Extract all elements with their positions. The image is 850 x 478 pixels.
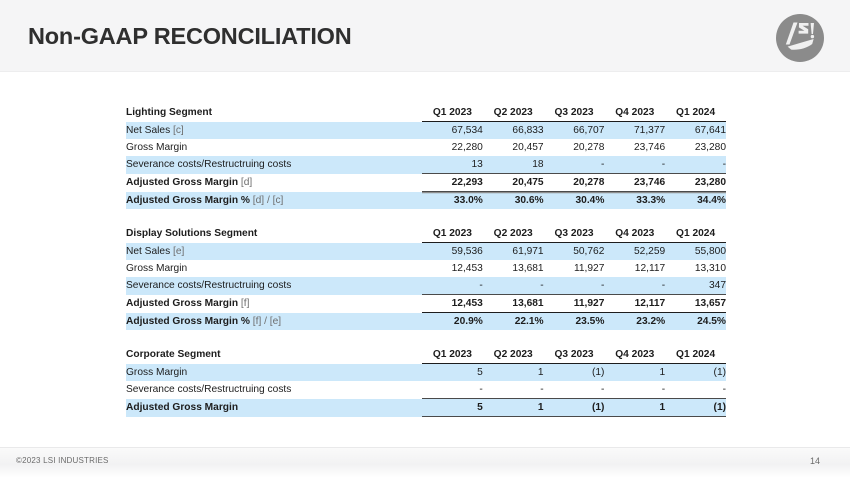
cell-value: 20.9% (422, 313, 483, 331)
column-header-q1-2024: Q1 2024 (665, 104, 726, 122)
row-ref: [c] (170, 124, 184, 136)
table-row (126, 122, 726, 140)
cell-value: (1) (665, 364, 726, 382)
cell-value: 20,475 (483, 174, 544, 192)
column-header-q2-2023: Q2 2023 (483, 346, 544, 364)
cell-value: 71,377 (604, 122, 665, 140)
cell-value: - (544, 277, 605, 295)
cell-value: 12,117 (604, 260, 665, 277)
reconciliation-tables (126, 104, 726, 417)
cell-value: 13,657 (665, 295, 726, 313)
cell-value: - (544, 156, 605, 174)
cell-value: - (422, 381, 483, 399)
cell-value: 23,280 (665, 139, 726, 156)
table-row (126, 243, 726, 261)
row-label: Severance costs/Restructruing costs (126, 381, 422, 399)
column-header-q1-2024: Q1 2024 (665, 225, 726, 243)
row-label: Gross Margin (126, 364, 422, 382)
cell-value: 50,762 (544, 243, 605, 261)
cell-value: 30.4% (544, 192, 605, 210)
cell-value: 52,259 (604, 243, 665, 261)
cell-value: 23,746 (604, 139, 665, 156)
lsi-industries-logo-icon (775, 13, 825, 63)
column-header-q3-2023: Q3 2023 (544, 346, 605, 364)
column-header-q4-2023: Q4 2023 (604, 346, 665, 364)
cell-value: 20,278 (544, 174, 605, 192)
row-ref: [f] / [e] (249, 315, 282, 327)
row-label: Adjusted Gross Margin % [f] / [e] (126, 313, 422, 331)
column-header-q1-2023: Q1 2023 (422, 346, 483, 364)
cell-value: 66,707 (544, 122, 605, 140)
cell-value: 12,453 (422, 260, 483, 277)
cell-value: - (604, 277, 665, 295)
row-label: Adjusted Gross Margin [d] (126, 174, 422, 192)
row-ref: [d] / [c] (249, 194, 284, 206)
table-row (126, 260, 726, 277)
cell-value: 1 (604, 364, 665, 382)
cell-value: 13,681 (483, 260, 544, 277)
column-header-q4-2023: Q4 2023 (604, 225, 665, 243)
table-row (126, 156, 726, 174)
table-corporate-segment (126, 346, 726, 417)
cell-value: - (544, 381, 605, 399)
copyright-text: ©2023 LSI INDUSTRIES (16, 456, 109, 465)
cell-value: 1 (483, 364, 544, 382)
table-row (126, 399, 726, 417)
cell-value: - (665, 156, 726, 174)
cell-value: 13,681 (483, 295, 544, 313)
cell-value: 67,641 (665, 122, 726, 140)
cell-value: (1) (544, 364, 605, 382)
slide-footer-band (0, 447, 850, 478)
page-number: 14 (810, 456, 821, 466)
cell-value: 22,280 (422, 139, 483, 156)
cell-value: - (604, 381, 665, 399)
row-label: Gross Margin (126, 139, 422, 156)
table-row (126, 381, 726, 399)
cell-value: 23,746 (604, 174, 665, 192)
row-ref: [f] (238, 298, 250, 309)
table-display-solutions-segment (126, 225, 726, 330)
cell-value: 1 (604, 399, 665, 417)
table-spacer (126, 330, 726, 346)
row-label: Adjusted Gross Margin [f] (126, 295, 422, 313)
cell-value: 5 (422, 399, 483, 417)
cell-value: 23.2% (604, 313, 665, 331)
segment-title: Corporate Segment (126, 346, 422, 364)
row-label: Severance costs/Restructruing costs (126, 156, 422, 174)
cell-value: 34.4% (665, 192, 726, 210)
cell-value: (1) (665, 399, 726, 417)
cell-value: 13,310 (665, 260, 726, 277)
table-header-row (126, 346, 726, 364)
cell-value: 20,457 (483, 139, 544, 156)
row-label: Adjusted Gross Margin % [d] / [c] (126, 192, 422, 210)
cell-value: - (422, 277, 483, 295)
cell-value: 1 (483, 399, 544, 417)
table-row (126, 364, 726, 382)
column-header-q1-2023: Q1 2023 (422, 104, 483, 122)
cell-value: 23,280 (665, 174, 726, 192)
cell-value: 33.3% (604, 192, 665, 210)
page-title: Non-GAAP RECONCILIATION (28, 23, 352, 49)
segment-title: Lighting Segment (126, 104, 422, 122)
table-spacer (126, 209, 726, 225)
column-header-q2-2023: Q2 2023 (483, 225, 544, 243)
table-lighting-segment (126, 104, 726, 209)
cell-value: - (604, 156, 665, 174)
cell-value: (1) (544, 399, 605, 417)
column-header-q2-2023: Q2 2023 (483, 104, 544, 122)
cell-value: 13 (422, 156, 483, 174)
cell-value: 23.5% (544, 313, 605, 331)
table-row (126, 139, 726, 156)
row-label: Net Sales [e] (126, 243, 422, 261)
row-ref: [e] (170, 245, 185, 257)
cell-value: - (665, 381, 726, 399)
cell-value: 11,927 (544, 295, 605, 313)
column-header-q1-2024: Q1 2024 (665, 346, 726, 364)
cell-value: 12,453 (422, 295, 483, 313)
cell-value: 59,536 (422, 243, 483, 261)
cell-value: 5 (422, 364, 483, 382)
row-label: Net Sales [c] (126, 122, 422, 140)
cell-value: 67,534 (422, 122, 483, 140)
table-row (126, 192, 726, 210)
table-header-row (126, 104, 726, 122)
cell-value: - (483, 381, 544, 399)
cell-value: 20,278 (544, 139, 605, 156)
column-header-q3-2023: Q3 2023 (544, 104, 605, 122)
cell-value: 66,833 (483, 122, 544, 140)
table-row (126, 174, 726, 192)
column-header-q4-2023: Q4 2023 (604, 104, 665, 122)
segment-title: Display Solutions Segment (126, 225, 422, 243)
cell-value: 347 (665, 277, 726, 295)
cell-value: 61,971 (483, 243, 544, 261)
cell-value: 11,927 (544, 260, 605, 277)
cell-value: 55,800 (665, 243, 726, 261)
cell-value: 22.1% (483, 313, 544, 331)
cell-value: 30.6% (483, 192, 544, 210)
cell-value: 12,117 (604, 295, 665, 313)
cell-value: 24.5% (665, 313, 726, 331)
row-label: Gross Margin (126, 260, 422, 277)
table-row (126, 313, 726, 331)
cell-value: 33.0% (422, 192, 483, 210)
row-label: Severance costs/Restructruing costs (126, 277, 422, 295)
table-row (126, 277, 726, 295)
row-label: Adjusted Gross Margin (126, 399, 422, 417)
cell-value: - (483, 277, 544, 295)
table-row (126, 295, 726, 313)
column-header-q3-2023: Q3 2023 (544, 225, 605, 243)
table-header-row (126, 225, 726, 243)
row-ref: [d] (238, 177, 253, 188)
cell-value: 18 (483, 156, 544, 174)
cell-value: 22,293 (422, 174, 483, 192)
column-header-q1-2023: Q1 2023 (422, 225, 483, 243)
